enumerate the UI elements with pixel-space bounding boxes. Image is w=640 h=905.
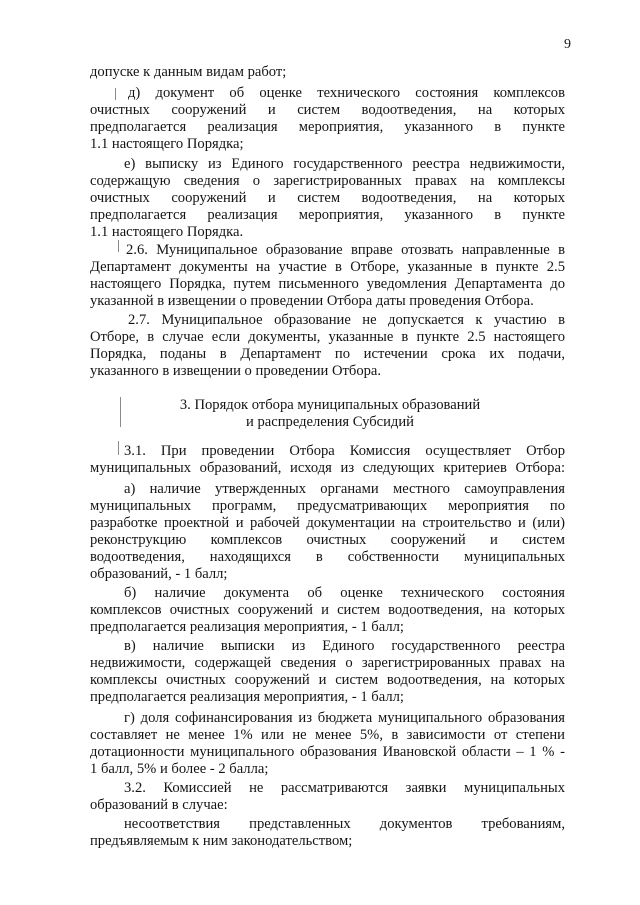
text-line: е) выписку из Единого государственного реестра недвижимости, <box>124 156 565 172</box>
scan-mark <box>120 397 121 427</box>
text-line: муниципальных образований, исходя из следующих критериев Отбора: <box>90 460 565 476</box>
text-line: а) наличие утвержденных органами местного самоуправления <box>124 481 565 497</box>
text-line: предъявляемым к ним законодательством; <box>90 833 353 849</box>
text-line: дотационности муниципального образования Ивановской области – 1 % - <box>90 744 565 760</box>
text-line: 3.2. Комиссией не рассматриваются заявки муниципальных <box>124 780 565 796</box>
text-line: образований, - 1 балл; <box>90 566 228 582</box>
text-line: 1.1 настоящего Порядка; <box>90 136 244 152</box>
text-line: очистных сооружений и систем водоотведения, на которых <box>90 102 565 118</box>
text-line: образований в случае: <box>90 797 228 813</box>
text-line: указанной в извещении о проведении Отбора даты проведения Отбора. <box>90 293 534 309</box>
text-line: указанного в извещении о проведении Отбора. <box>90 363 382 379</box>
text-line: предполагается реализация мероприятия, - 1 балл; <box>90 619 404 635</box>
text-line: 3.1. При проведении Отбора Комиссия осуществляет Отбор <box>124 443 565 459</box>
text-line: допуске к данным видам работ; <box>90 64 287 80</box>
text-line: настоящего Порядка, путем письменного уведомления Департамента до <box>90 276 565 292</box>
text-line: муниципальных программ, предусматривающих мероприятия по <box>90 498 565 514</box>
scan-mark <box>118 240 119 252</box>
scan-mark <box>115 88 116 100</box>
text-line: 1.1 настоящего Порядка. <box>90 224 244 240</box>
text-line: г) доля софинансирования из бюджета муниципального образования <box>124 710 565 726</box>
text-line: предполагается реализация мероприятия, указанного в пункте <box>90 207 565 223</box>
section-heading: и распределения Субсидий <box>246 414 414 430</box>
text-line: Департамент документы на участие в Отборе, указанные в пункте 2.5 <box>90 259 565 275</box>
scan-mark <box>118 441 119 455</box>
section-heading: 3. Порядок отбора муниципальных образований <box>179 397 481 413</box>
text-line: д) документ об оценке технического состояния комплексов <box>128 85 565 101</box>
text-line: комплексы очистных сооружений и систем водоотведения, на которых <box>90 672 565 688</box>
text-line: разработке проектной и рабочей документации на строительство и (или) <box>90 515 565 531</box>
text-line: водоотведения, находящихся в собственности муниципальных <box>90 549 565 565</box>
text-line: недвижимости, содержащей сведения о зарегистрированных правах на <box>90 655 565 671</box>
text-line: комплексов очистных сооружений и систем водоотведения, на которых <box>90 602 565 618</box>
text-line: очистных сооружений и систем водоотведения, на которых <box>90 190 565 206</box>
text-line: 2.7. Муниципальное образование не допускается к участию в <box>128 312 565 328</box>
page-number: 9 <box>564 37 571 52</box>
text-line: в) наличие выписки из Единого государственного реестра <box>124 638 565 654</box>
text-line: 1 балл, 5% и более - 2 балла; <box>90 761 269 777</box>
text-line: предполагается реализация мероприятия, - 1 балл; <box>90 689 404 705</box>
text-line: содержащую сведения о зарегистрированных правах на комплексы <box>90 173 565 189</box>
text-line: Отборе, в случае если документы, указанные в пункте 2.5 настоящего <box>90 329 565 345</box>
text-line: реконструкцию комплексов очистных сооружений и систем <box>90 532 565 548</box>
text-line: несоответствия представленных документов требованиям, <box>124 816 565 832</box>
text-line: б) наличие документа об оценке технического состояния <box>124 585 565 601</box>
text-line: предполагается реализация мероприятия, указанного в пункте <box>90 119 565 135</box>
text-line: составляет не менее 1% или не менее 5%, в зависимости от степени <box>90 727 565 743</box>
text-line: Порядка, поданы в Департамент по истечении срока их подачи, <box>90 346 565 362</box>
text-line: 2.6. Муниципальное образование вправе отозвать направленные в <box>126 242 565 258</box>
